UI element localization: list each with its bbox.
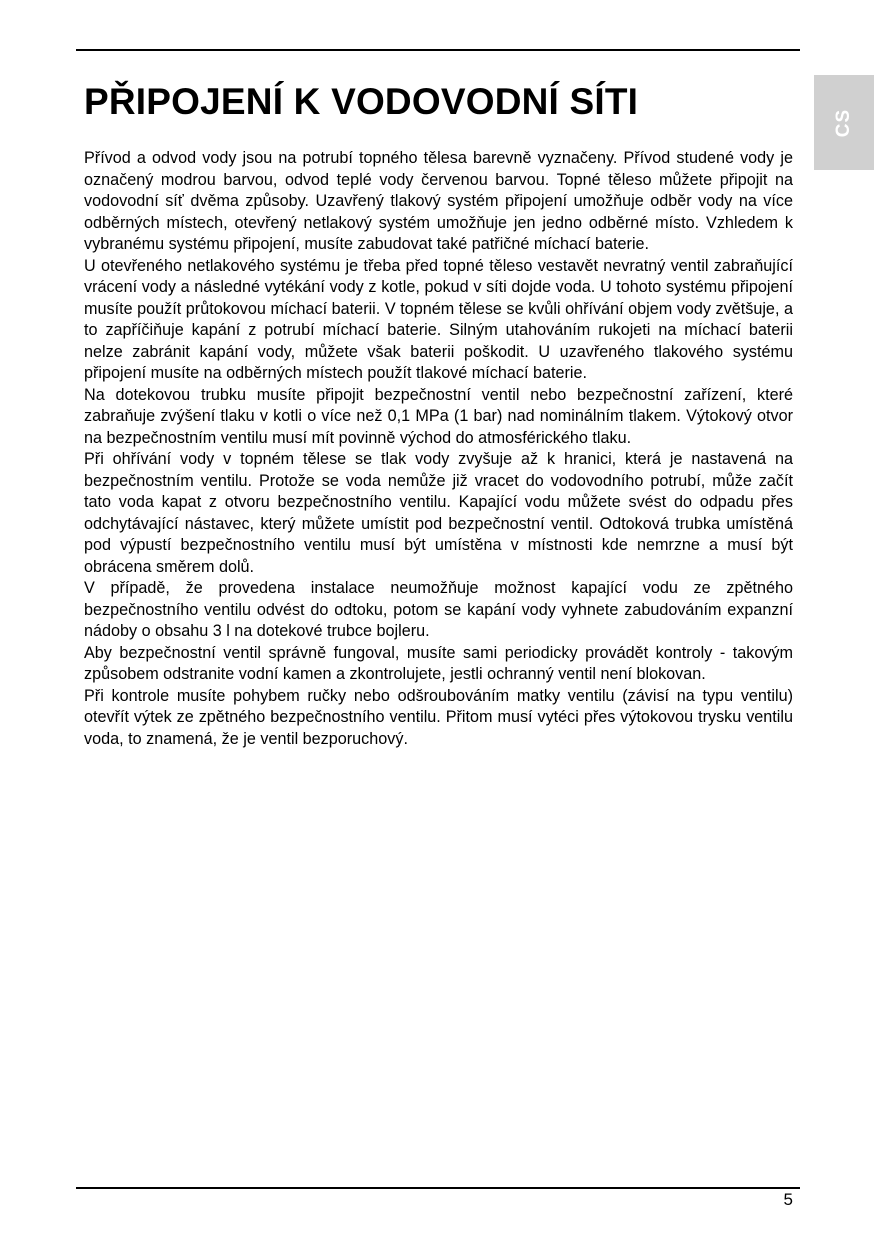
- page-number: 5: [783, 1190, 793, 1209]
- language-tab: [814, 75, 874, 170]
- language-tab-label: CS: [833, 108, 854, 138]
- header-rule: [76, 49, 800, 51]
- paragraph-expansion-vessel: V případě, že provedena instalace neumožňuje možnost kapající vodu ze zpětného bezpečnostního ventilu odvést do odtoku, potom se kapání vody vyhnete zabudováním expanzní nádoby o obsahu 3 l na dotekové trubce bojleru.: [84, 579, 793, 640]
- body-text: [84, 148, 793, 750]
- paragraph-valve-inspection: Při kontrole musíte pohybem ručky nebo odšroubováním matky ventilu (závisí na typu ventilu) otevřít výtek ze zpětného bezpečnostního ventilu. Přitom musí vytéci přes výtokovou trysku ventilu voda, to znamená, že je ventil bezporuchový.: [84, 686, 793, 748]
- paragraph-pressure-dripping: Při ohřívání vody v topném tělese se tlak vody zvyšuje až k hranici, která je nastavená na bezpečnostním ventilu. Protože se voda nemůže již vracet do vodovodního potrubí, může začít tato voda kapat z otvoru bezpečnostního ventilu. Kapající vodu můžete svést do odpadu přes odchytávající nástavec, který můžete umístit pod bezpečnostní ventil. Odtoková trubka umístěná pod výpustí bezpečnostního ventilu musí být umístěna v místnosti kde nemrzne a musí být obrácena směrem dolů.: [84, 450, 793, 576]
- paragraph-safety-valve: Na dotekovou trubku musíte připojit bezpečnostní ventil nebo bezpečnostní zařízení, které zabraňuje zvýšení tlaku v kotli o více než 0,1 MPa (1 bar) nad nominálním tlakem. Výtokový otvor na bezpečnostním ventilu musí mít povinně východ do atmosférického tlaku.: [84, 385, 793, 447]
- paragraph-water-inlet-outlet: Přívod a odvod vody jsou na potrubí topného tělesa barevně vyznačeny. Přívod studené vody je označený modrou barvou, odvod teplé vody červenou barvou. Topné těleso můžete připojit na vodovodní síť dvěma způsoby. Uzavřený tlakový systém připojení umožňuje odběr vody na více odběrných místech, otevřený netlakový systém umožňuje jen jedno odběrné místo. Vzhledem k vybranému systému připojení, musíte zabudovat také patřičné míchací baterie.: [84, 149, 793, 253]
- footer-rule: [76, 1187, 800, 1189]
- paragraph-periodic-checks: Aby bezpečnostní ventil správně fungoval, musíte sami periodicky provádět kontroly - takovým způsobem odstranite vodní kamen a zkontrolujete, jestli ochranný ventil není blokovan.: [84, 643, 793, 683]
- page-title: PŘIPOJENÍ K VODOVODNÍ SÍTI: [84, 81, 639, 122]
- paragraph-open-system: U otevřeného netlakového systému je třeba před topné těleso vestavět nevratný ventil zabraňující vrácení vody a následné vytékání vody z kotle, pokud v síti dojde voda. U tohoto systému připojení musíte použít průtokovou míchací baterii. V topném tělese se kvůli ohřívání objem vody zvětšuje, a to zapříčiňuje kapání z potrubí míchací baterie. Silným utahováním rukojeti na míchací baterii nelze zabránit kapání vody, můžete však baterii poškodit. U uzavřeného tlakového systému připojení musíte na odběrných místech použít tlakové míchací baterie.: [84, 256, 793, 382]
